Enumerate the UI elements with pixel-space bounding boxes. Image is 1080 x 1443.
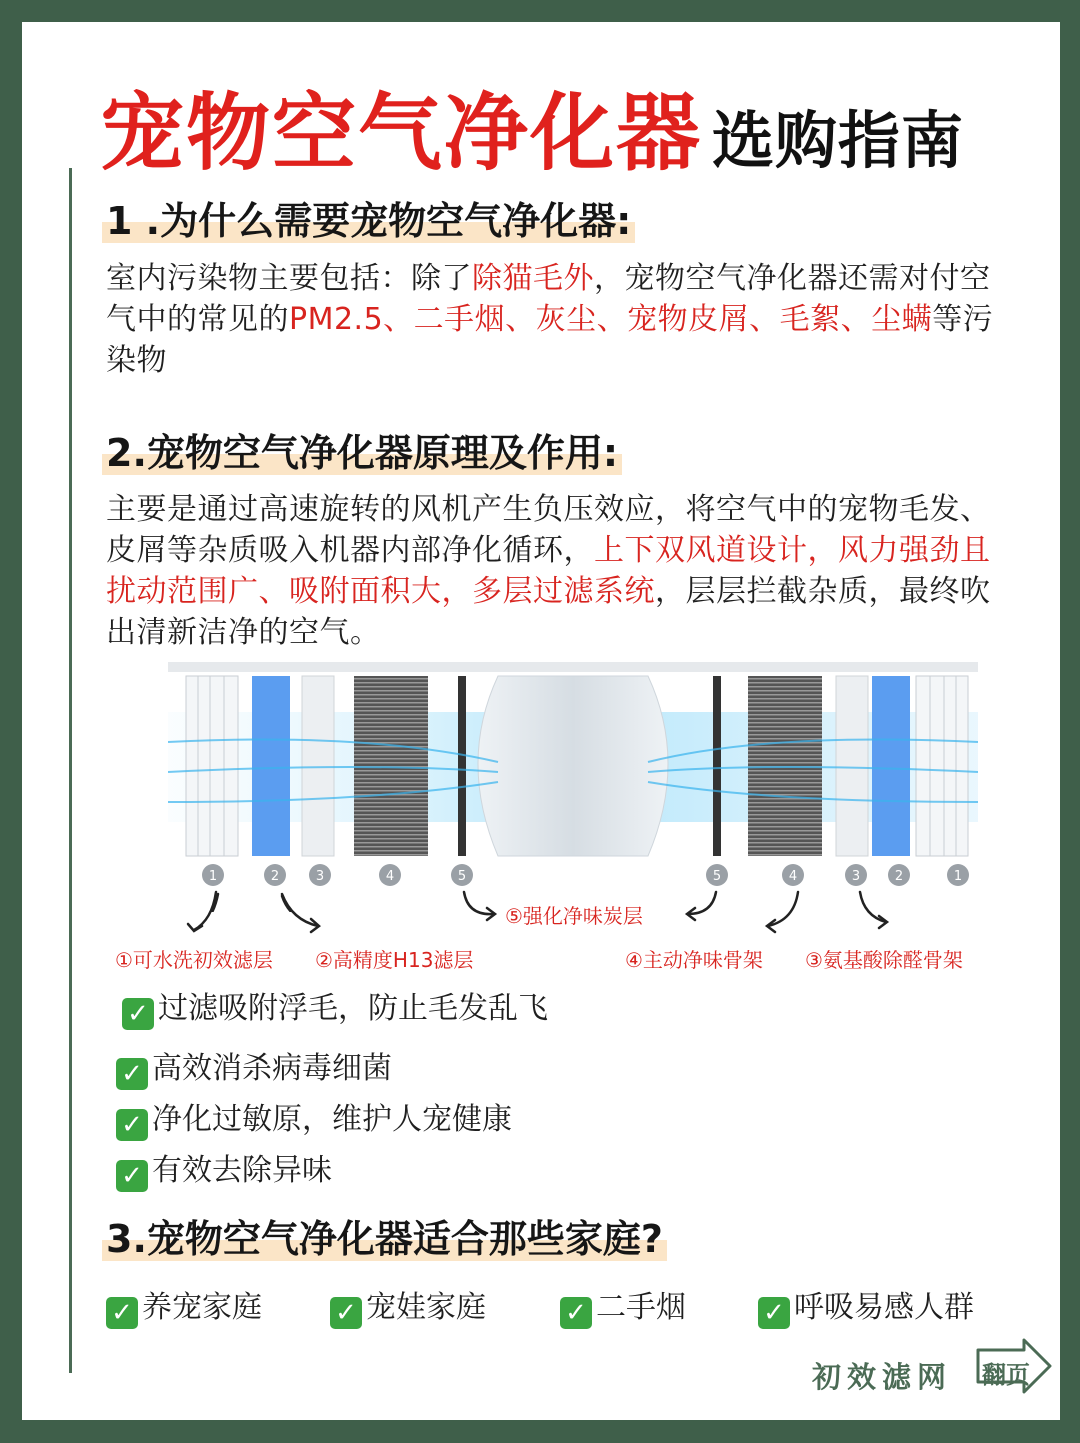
left-accent-line (69, 168, 72, 1373)
brand-name: 初效滤网 (812, 1360, 953, 1394)
left-thin-layer (458, 676, 466, 856)
benefit-item (116, 1094, 512, 1141)
benefit-text: 有效去除异味 (152, 1153, 332, 1188)
marker-text-1-left: 1 (208, 869, 218, 884)
check-icon: ✓ (330, 1297, 362, 1329)
marker-text-4-right: 4 (788, 869, 798, 884)
label-h13: ②高精度H13滤层 (315, 948, 474, 972)
right-prefilter-frame (916, 676, 968, 856)
benefit-item (116, 1043, 392, 1090)
right-hepa-layer (872, 676, 910, 856)
s2-red-1: 上下双风道设计，风力强劲且扰动范围广、吸附面积大，多层过滤系统 (106, 533, 991, 609)
title-black: 选购指南 (712, 104, 965, 177)
benefit-item (122, 983, 548, 1030)
marker-text-2-left: 2 (270, 869, 280, 884)
check-icon: ✓ (122, 998, 154, 1030)
title-red: 宠物空气净化器 (100, 84, 703, 182)
s1-red-2: PM2.5、二手烟、灰尘、宠物皮屑、毛絮、尘螨 (289, 302, 933, 337)
family-item (758, 1282, 974, 1329)
benefit-text: 净化过敏原，维护人宠健康 (152, 1102, 512, 1137)
section1-heading: 1 .为什么需要宠物空气净化器: (102, 190, 635, 245)
family-text: 养宠家庭 (142, 1290, 262, 1325)
s2-text-2: ，层层拦截杂质，最终吹出清新洁净的空气。 (106, 574, 991, 650)
next-page-button[interactable]: 翻页 (982, 1361, 1030, 1389)
left-skeleton-layer (302, 676, 334, 856)
page-title (100, 66, 964, 187)
marker-text-5-left: 5 (457, 869, 467, 884)
s1-text-2: ，宠物空气净化器还需对付空气中的常见的 (106, 261, 991, 337)
fan-core (478, 676, 668, 856)
check-icon: ✓ (116, 1160, 148, 1192)
family-text: 二手烟 (596, 1290, 686, 1325)
marker-text-1-right: 1 (953, 869, 963, 884)
s1-text-1: 室内污染物主要包括：除了 (106, 261, 472, 296)
right-carbon-layer (748, 676, 822, 856)
section1-paragraph (106, 258, 1018, 381)
benefit-text: 过滤吸附浮毛，防止毛发乱飞 (158, 991, 548, 1026)
s2-text-1: 主要是通过高速旋转的风机产生负压效应，将空气中的宠物毛发、皮屑等杂质吸入机器内部净化循环， (106, 492, 991, 568)
check-icon: ✓ (106, 1297, 138, 1329)
check-icon: ✓ (560, 1297, 592, 1329)
label-prefilter: ①可水洗初效滤层 (115, 948, 273, 972)
label-active-skeleton: ④主动净味骨架 (625, 948, 763, 972)
right-thin-layer (713, 676, 721, 856)
left-carbon-layer (354, 676, 428, 856)
filter-layers-diagram (168, 662, 978, 912)
left-hepa-layer (252, 676, 290, 856)
label-amino-skeleton: ③氨基酸除醛骨架 (805, 948, 963, 972)
right-skeleton-layer (836, 676, 868, 856)
marker-text-3-right: 3 (851, 869, 861, 884)
section3-heading: 3.宠物空气净化器适合那些家庭? (102, 1208, 667, 1263)
marker-text-5-right: 5 (712, 869, 722, 884)
s1-text-3: 等污染物 (106, 302, 994, 378)
marker-text-4-left: 4 (385, 869, 395, 884)
marker-text-2-right: 2 (894, 869, 904, 884)
check-icon: ✓ (116, 1058, 148, 1090)
section2-paragraph (106, 489, 1018, 653)
arrow-layer1 (194, 892, 216, 930)
s1-red-1: 除猫毛外 (472, 261, 594, 296)
check-icon: ✓ (116, 1109, 148, 1141)
section2-heading: 2.宠物空气净化器原理及作用: (102, 422, 622, 477)
family-item (330, 1282, 486, 1329)
benefit-item (116, 1145, 332, 1192)
family-text: 呼吸易感人群 (794, 1290, 974, 1325)
left-prefilter-frame (186, 676, 238, 856)
benefit-text: 高效消杀病毒细菌 (152, 1051, 392, 1086)
family-item (560, 1282, 686, 1329)
family-text: 宠娃家庭 (366, 1290, 486, 1325)
marker-text-3-left: 3 (315, 869, 325, 884)
label-carbon-layer: ⑤强化净味炭层 (505, 904, 643, 928)
check-icon: ✓ (758, 1297, 790, 1329)
diagram-top-bar (168, 662, 978, 672)
family-item (106, 1282, 262, 1329)
